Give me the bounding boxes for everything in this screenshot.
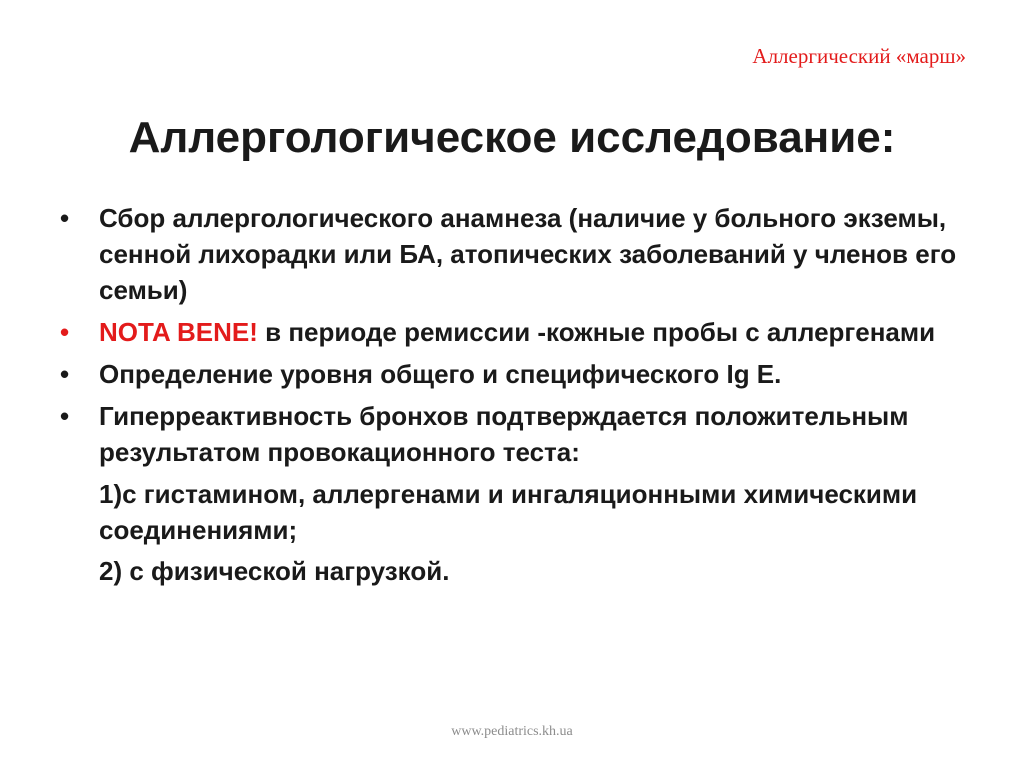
bullet-text: Определение уровня общего и специфического Ig E. [99, 359, 782, 389]
bullet-text: Сбор аллергологического анамнеза (наличие у больного экземы, сенной лихорадки или БА, атопических заболеваний у членов его семьи) [99, 203, 957, 305]
sub-item-physical-load [60, 553, 965, 589]
nota-bene-highlight: NOTA BENE! [99, 317, 258, 347]
bullet-marker-red: • [60, 317, 70, 347]
sub-item-text: 2) с физической нагрузкой. [99, 556, 450, 586]
footer-url: www.pediatrics.kh.ua [451, 724, 573, 739]
slide-title: Аллергологическое исследование: [128, 113, 896, 162]
bullet-list [60, 200, 965, 594]
bullet-marker: • [60, 203, 70, 233]
bullet-marker: • [60, 359, 70, 389]
header-note: Аллергический «марш» [752, 44, 966, 68]
bullet-item-anamnesis [60, 200, 965, 308]
bullet-item-hyperreactivity [60, 398, 965, 470]
bullet-text: в периоде ремиссии -кожные пробы с аллергенами [257, 317, 936, 347]
bullet-item-nota-bene [60, 314, 965, 350]
bullet-text: Гиперреактивность бронхов подтверждается положительным результатом провокационного теста: [99, 401, 909, 467]
bullet-marker: • [60, 401, 70, 431]
sub-item-text: 1)с гистамином, аллергенами и ингаляционными химическими соединениями; [99, 479, 918, 545]
bullet-item-ige [60, 356, 965, 392]
sub-item-histamine [60, 476, 965, 548]
